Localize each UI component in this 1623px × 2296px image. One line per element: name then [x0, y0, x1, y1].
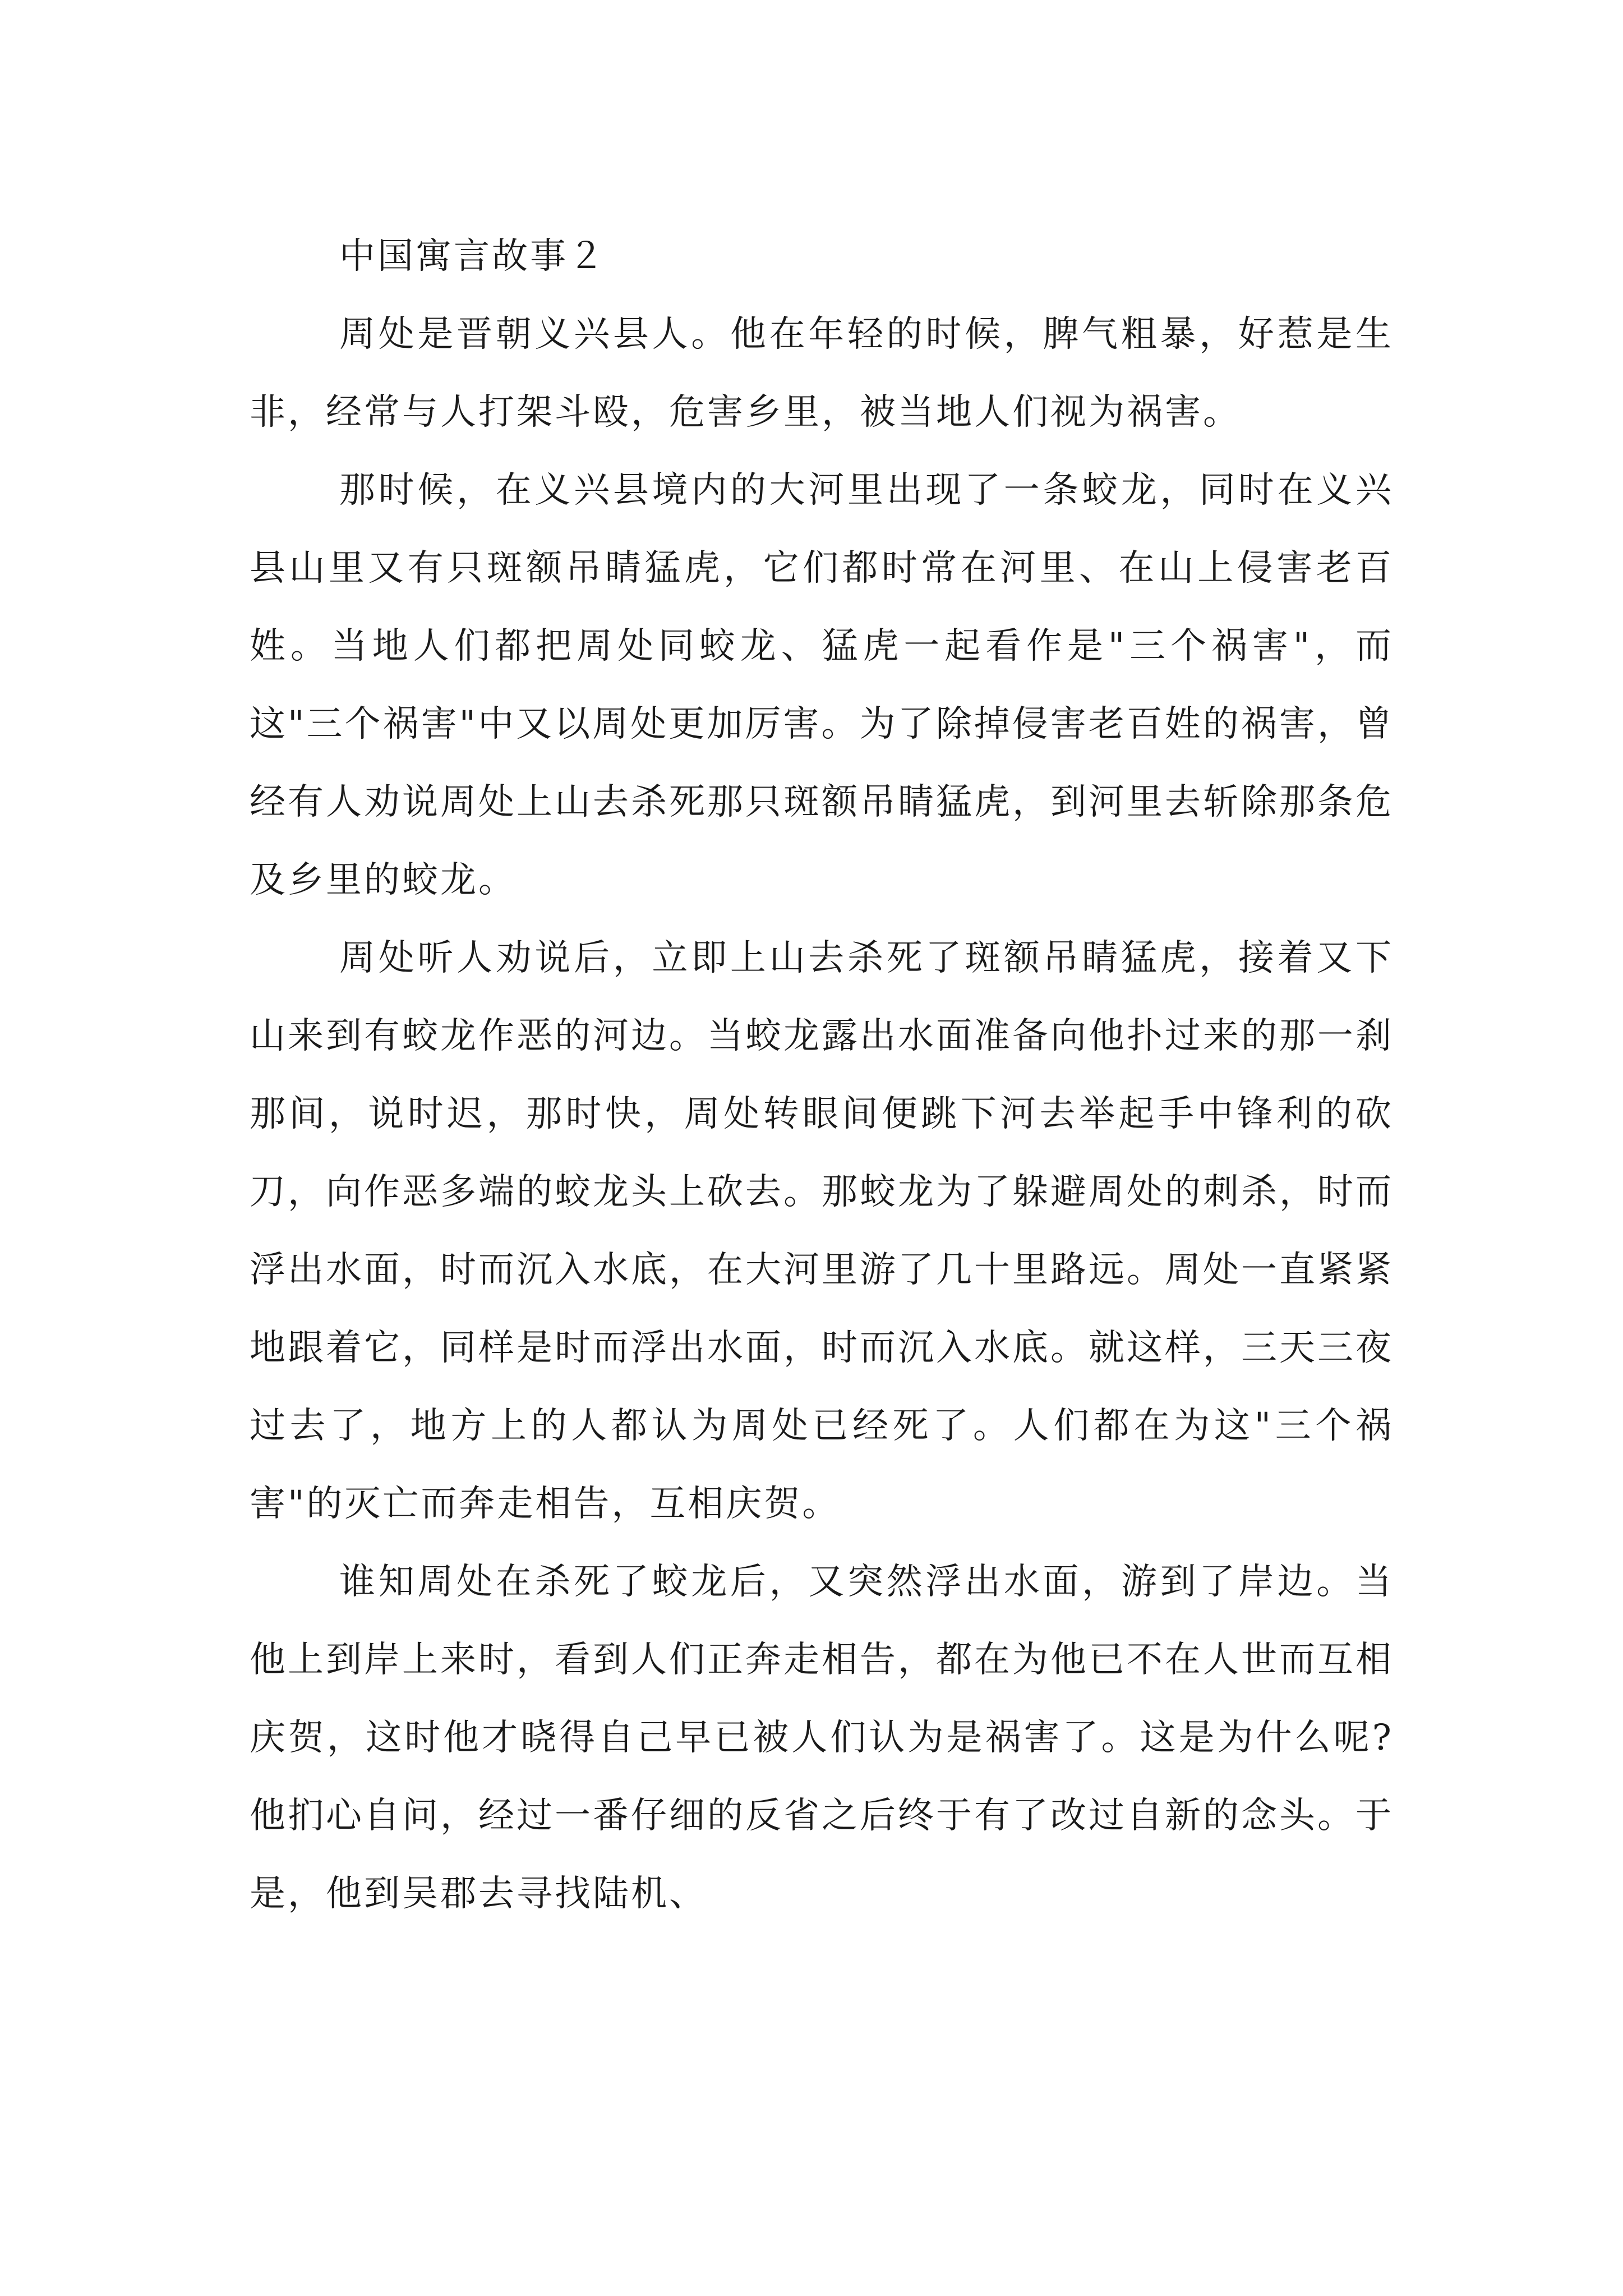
paragraph-4: 谁知周处在杀死了蛟龙后，又突然浮出水面，游到了岸边。当他上到岸上来时，看到人们正奔走相告，都在为他已不在人世而互相庆贺，这时他才晓得自己早已被人们认为是祸害了。这是为什么呢?他扪心自问，经过一番仔细的反省之后终于有了改过自新的念头。于是，他到吴郡去寻找陆机、 [250, 1561, 1394, 1915]
paragraph-1: 周处是晋朝义兴县人。他在年轻的时候，脾气粗暴，好惹是生非，经常与人打架斗殴，危害乡里，被当地人们视为祸害。 [250, 314, 1394, 433]
paragraph-2: 那时候，在义兴县境内的大河里出现了一条蛟龙，同时在义兴县山里又有只斑额吊睛猛虎，它们都时常在河里、在山上侵害老百姓。当地人们都把周处同蛟龙、猛虎一起看作是"三个祸害"，而这"三个祸害"中又以周处更加厉害。为了除掉侵害老百姓的祸害，曾经有人劝说周处上山去杀死那只斑额吊睛猛虎，到河里去斩除那条危及乡里的蛟龙。 [250, 470, 1394, 901]
paragraph-3: 周处听人劝说后，立即上山去杀死了斑额吊睛猛虎，接着又下山来到有蛟龙作恶的河边。当蛟龙露出水面准备向他扑过来的那一刹那间，说时迟，那时快，周处转眼间便跳下河去举起手中锋利的砍刀，向作恶多端的蛟龙头上砍去。那蛟龙为了躲避周处的刺杀，时而浮出水面，时而沉入水底，在大河里游了几十里路远。周处一直紧紧地跟着它，同样是时而浮出水面，时而沉入水底。就这样，三天三夜过去了，地方上的人都认为周处已经死了。人们都在为这"三个祸害"的灭亡而奔走相告，互相庆贺。 [250, 937, 1394, 1525]
document-title: 中国寓言故事２ [339, 236, 606, 277]
document-body [250, 218, 1394, 1933]
